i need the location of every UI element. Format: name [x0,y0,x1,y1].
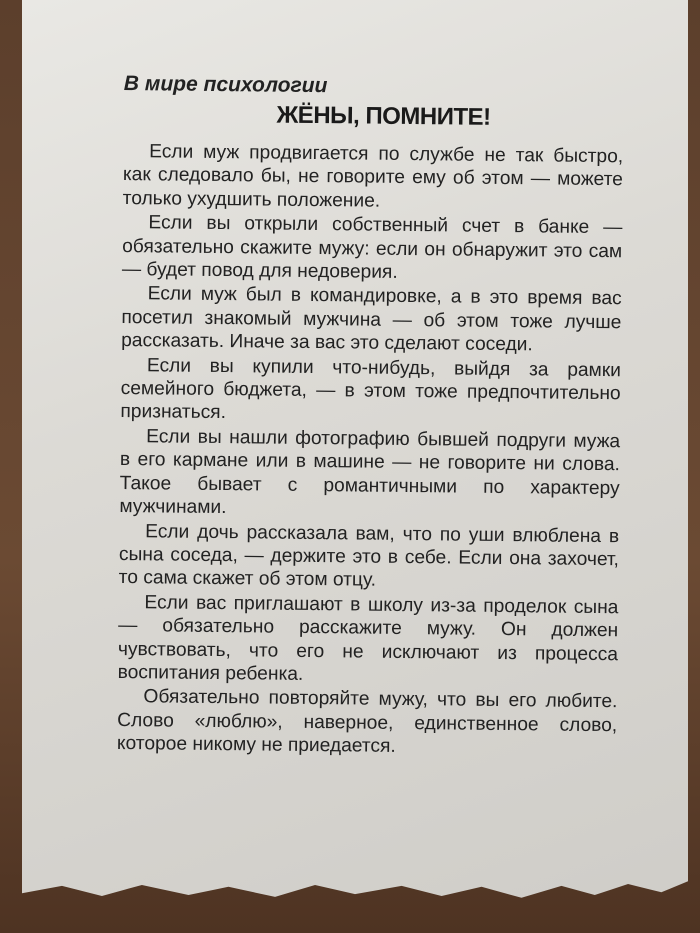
paragraph: Если вы открыли собственный счет в банке — обязательно скажите мужу: если он обнаружит это сам — будет повод для недоверия. [121,212,623,283]
paragraph: Если вас приглашают в школу из-за проделок сына — обязательно расскажите мужу. Он должен чувствовать, что его не исключают из процесса воспитания ребенка. [117,591,619,685]
article-column [117,72,624,762]
article-body [117,140,623,761]
article-title: ЖЁНЫ, ПОМНИТЕ! [276,101,491,131]
paragraph: Если муж был в командировке, а в это время вас посетил знакомый мужчина — об этом тоже лучше рассказать. Иначе за вас это сделают соседи. [121,283,622,356]
article-rubric: В мире психологии [123,72,328,98]
paragraph: Если дочь рассказала вам, что по уши влюблена в сына соседа, — держите это в себе. Если она захочет, то сама скажет об этом отцу. [118,520,620,591]
paragraph: Обязательно повторяйте мужу, что вы его любите. Слово «люблю», наверное, единственное слово, которое никому не приедается. [116,686,618,758]
paragraph: Если вы купили что-нибудь, выйдя за рамки семейного бюджета, — в этом тоже предпочтительно признаться. [120,354,622,424]
paragraph: Если муж продвигается по службе не так быстро, как следовало бы, не говорите ему об этом — можете только ухудшить положение. [122,141,624,212]
paragraph: Если вы нашли фотографию бывшей подруги мужа в его кармане или в машине — не говорите ни слова. Такое бывает с романтичными по характеру мужчинами. [119,426,621,519]
